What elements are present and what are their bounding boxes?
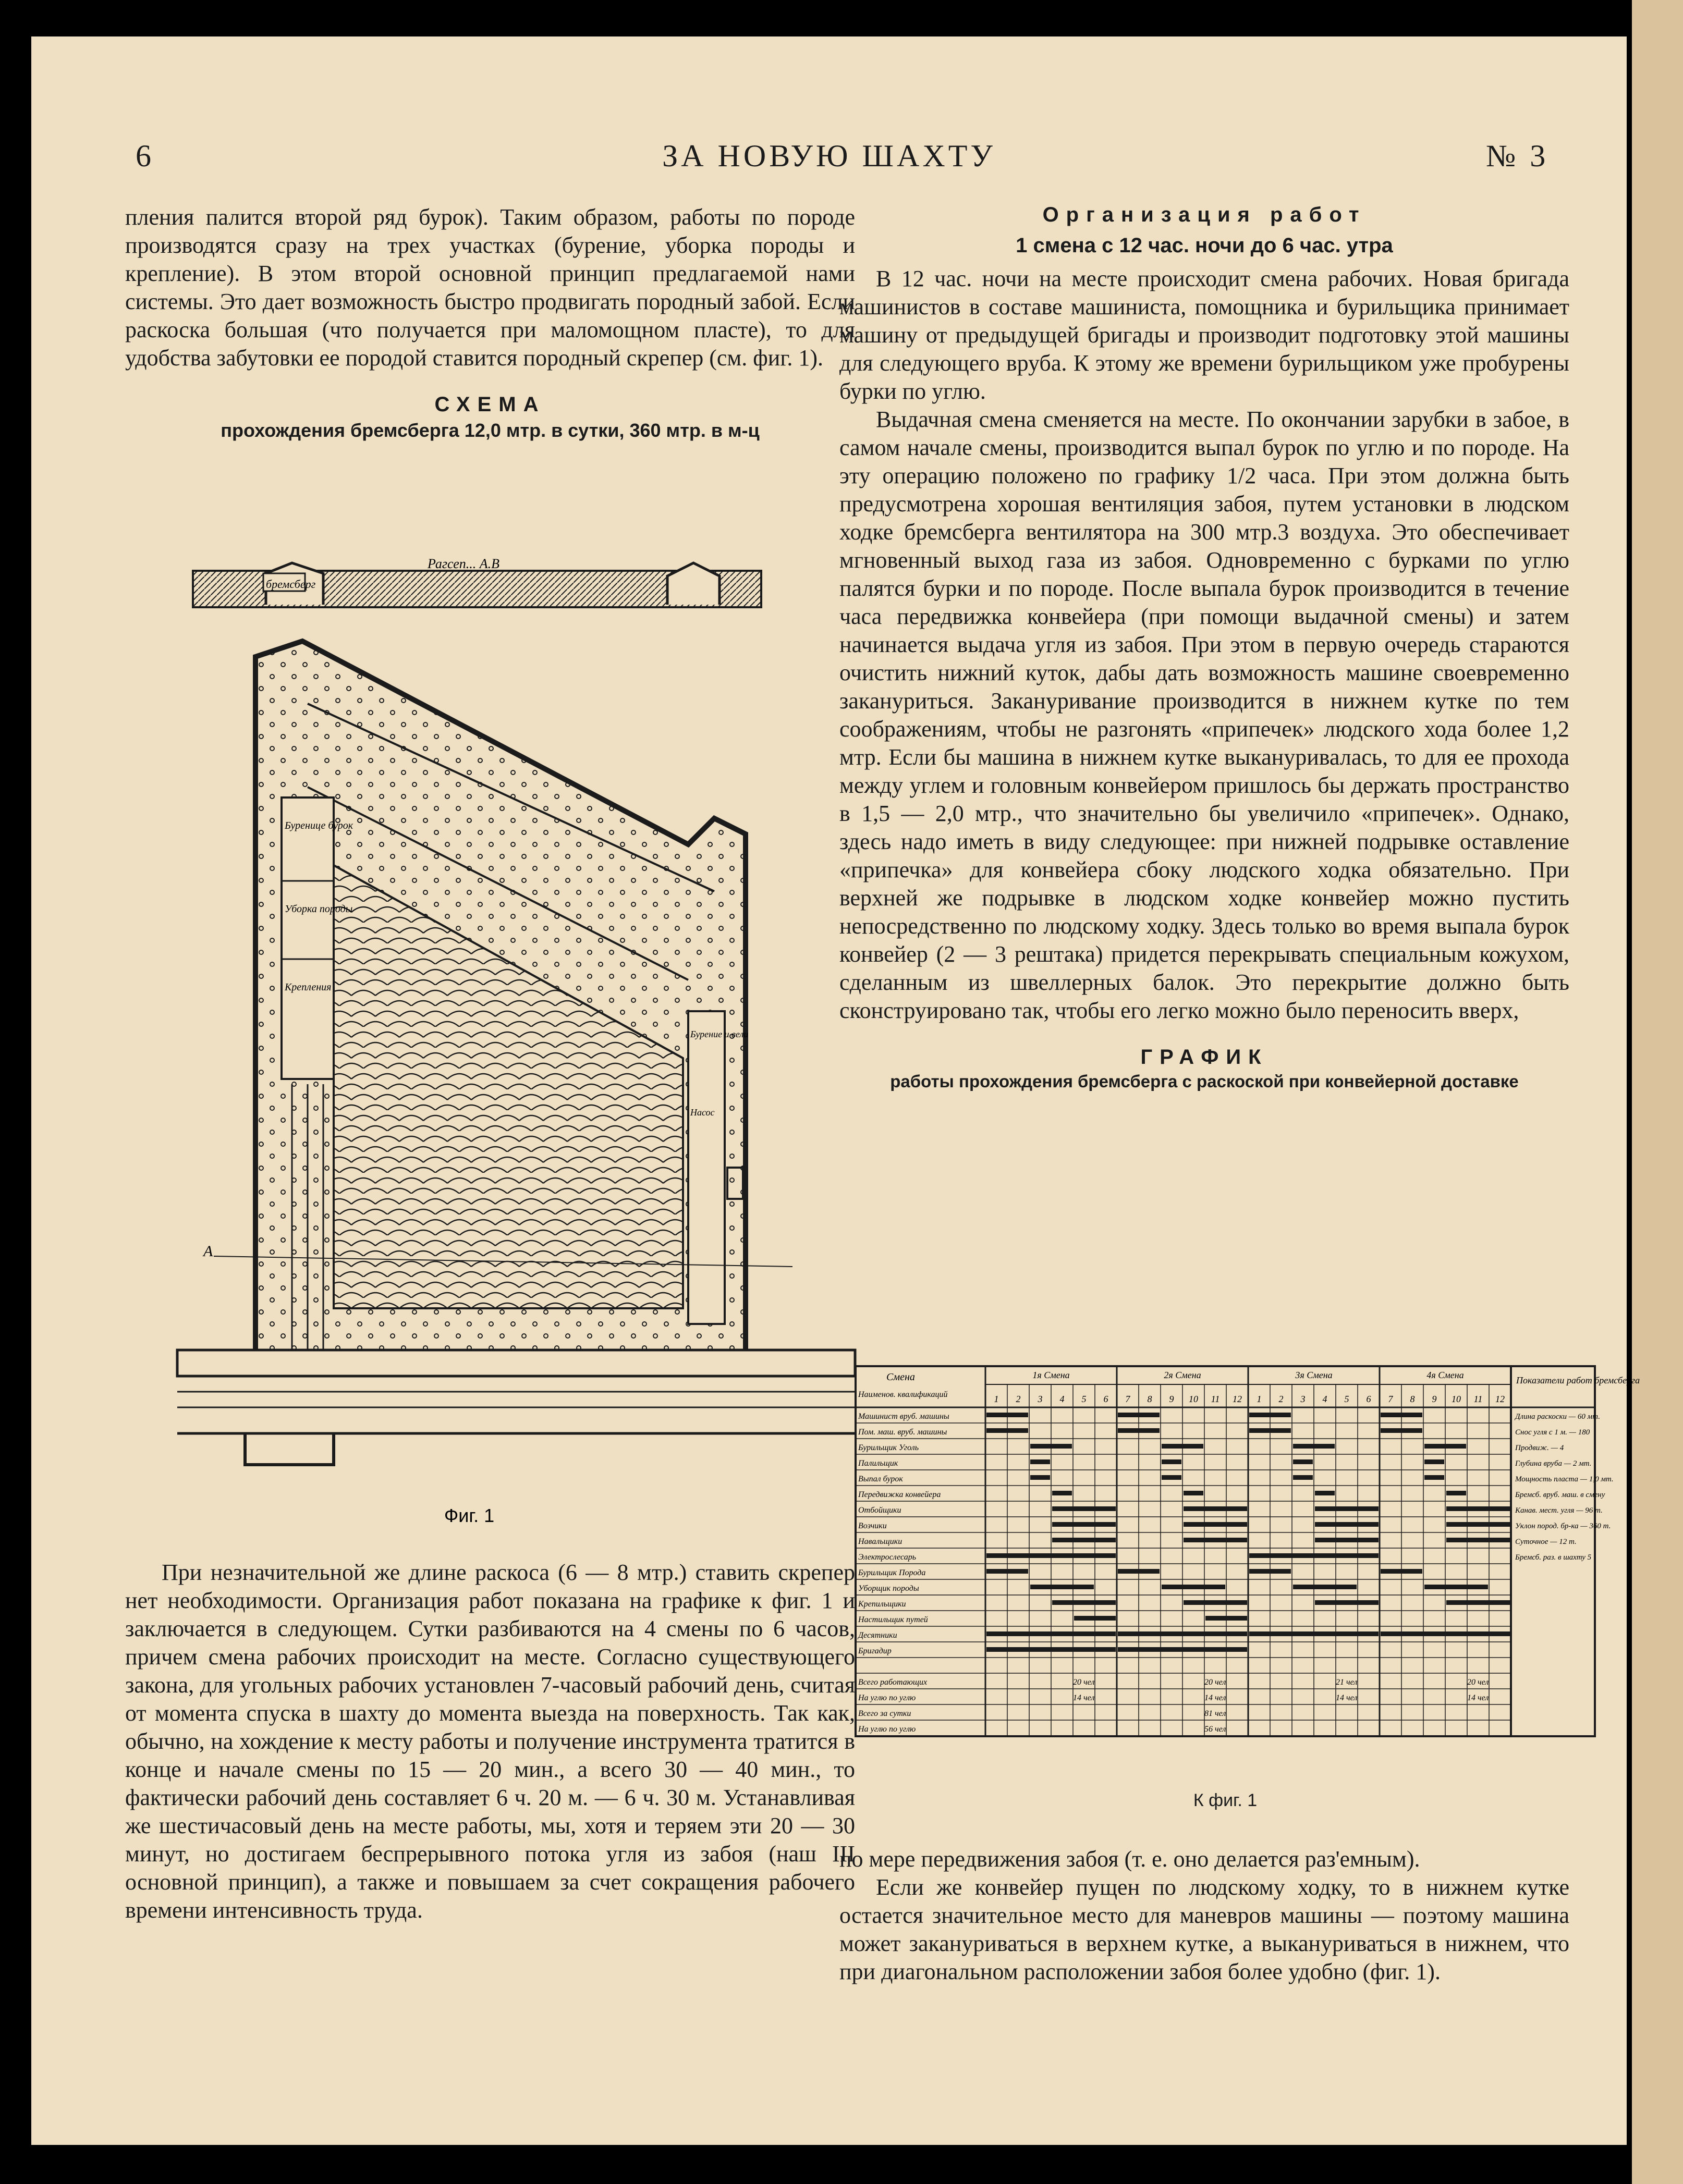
row-label: Навальщики (858, 1537, 903, 1546)
hour-label: 7 (1125, 1394, 1130, 1404)
figure-1-caption: Фиг. 1 (444, 1505, 495, 1526)
schedule-bar (986, 1631, 1116, 1636)
row-label: Бурильщик Порода (858, 1568, 926, 1577)
left-body-paragraph: При незначительной же длине раскоса (6 — 8 мтр.) ставить скрепер нет необходимости. Организация работ показана на графике к фиг. 1 и заключается в следующем. Сутки разбиваются на 4 смены по 6 часов, причем смена рабочих происходит на месте. Согласно существующего закона, для угольных рабочих установлен 7-часовый рабочий день, считая от момента спуска в шахту до момента выезда на поверхность. Так как, обычно, на хождение к месту работы и получение инструмента тратится в конце и начале смены по 15 — 20 мин., а всего 30 — 40 мин., то фактически рабочий день составляет 6 ч. 20 м. — 6 ч. 30 м. Устанавливая же шестичасовый день на месте работы, мы, хотя и теряем эти 20 — 30 минут, но достигаем беспрерывного потока угля из забоя (наш III основной принцип), а также и повышаем за счет сокращения рабочего времени интенсивность труда. (125, 1560, 855, 1923)
row-label: Всего за сутки (858, 1709, 911, 1718)
row-label: Настильщик путей (858, 1615, 928, 1624)
right-label-2: Насос (690, 1107, 715, 1118)
row-label: Крепильщики (858, 1600, 906, 1609)
schedule-bar (1381, 1413, 1422, 1417)
schedule-bar (1424, 1475, 1444, 1480)
row-label: Выпал бурок (858, 1475, 903, 1483)
row-label: На углю по углю (858, 1725, 916, 1734)
right-label-1: Бурение и вели (690, 1029, 749, 1039)
hour-label: 2 (1016, 1394, 1021, 1404)
shift-label: 4я Смена (1426, 1370, 1464, 1380)
page-edge (1632, 0, 1683, 2184)
graph-caption: К фиг. 1 (1193, 1790, 1258, 1810)
schedule-bar (1184, 1538, 1247, 1542)
schedule-bar (1293, 1585, 1357, 1589)
schedule-bar (1381, 1428, 1422, 1433)
row-label: Десятники (858, 1631, 897, 1640)
schedule-bar (1446, 1600, 1510, 1605)
schedule-bar (1249, 1413, 1291, 1417)
schedule-bar (1424, 1444, 1466, 1449)
hour-label: 9 (1432, 1394, 1437, 1404)
total-mark: 20 чел (1073, 1678, 1095, 1687)
schedule-bar (1315, 1600, 1379, 1605)
hour-label: 6 (1103, 1394, 1108, 1404)
right-paragraph-3: по мере передвижения забоя (т. е. оно делается раз'емным). (839, 1846, 1420, 1872)
schedule-bar (1424, 1459, 1444, 1464)
total-mark: 14 чел (1467, 1694, 1489, 1702)
schedule-bar (1118, 1413, 1160, 1417)
total-mark: 81 чел (1204, 1709, 1226, 1718)
schedule-bar (986, 1413, 1028, 1417)
right-paragraph-2: Выдачная смена сменяется на месте. По окончании зарубки в забое, в самом начале смены, производится выпал бурок по углю и по породе. На эту операцию положено по графику 1/2 часа. При этом должна быть предусмотрена хорошая вентиляция забоя, путем установки в людском ходке бремсберга вентилятора на 300 мтр.3 воздуха. Это обеспечивает мгновенный выход газа из забоя. Одновременно с бурками по углю палятся бурки и по породе. После выпала бурок производится в течение часа передвижка конвейера (при помощи выдачной смены) и затем начинается выдача угля из забоя. При этом в первую очередь стараются очистить нижний куток, дабы дать возможность машине своевременно закануриться. Закануривание производится в нижнем кутке по тем соображениям, чтобы не разгонять «припечек» людского хода более 1,2 мтр. Если бы машина в нижнем кутке выкануривалась, то для ее прохода между углем и головным конвейером пришлось бы держать пространство в 1,5 — 2,0 мтр., что значительно бы увеличило «припечек». Однако, здесь надо иметь в виду следующее: при нижней подрывке оставление «припечка» для конвейера сбоку людского ходка обязательно. При верхней же подрывке в людском ходке конвейер можно пустить непосредственно по людскому ходку. Здесь только во время выпала бурок конвейер (2 — 3 рештака) придется перекрывать специальным кожухом, сделанным из швеллерных балок. Это перекрытие должно быть сконструировано так, чтобы его легко можно было переносить вверх, (839, 407, 1569, 1023)
right-paragraph-4: Если же конвейер пущен по людскому ходку, то в нижнем кутке остается значительное место для маневров машины — поэтому машина может закануриваться в верхнем кутке, а выкануриваться в нижнем, что при диагональном расположении забоя более удобно (фиг. 1). (839, 1874, 1569, 1984)
total-mark: 20 чел (1467, 1678, 1489, 1687)
schedule-bar (1249, 1631, 1379, 1636)
schedule-bar (1249, 1428, 1291, 1433)
hour-label: 5 (1344, 1394, 1349, 1404)
row-label: Возчики (858, 1522, 887, 1530)
row-label: Пом. маш. вруб. машины (858, 1428, 947, 1437)
schedule-bar (986, 1553, 1116, 1558)
schedule-bar (1446, 1522, 1510, 1527)
zone-label-support: Крепления (285, 981, 332, 993)
schedule-bar (1381, 1569, 1422, 1574)
schedule-bar (1315, 1522, 1379, 1527)
schedule-svg (855, 1366, 1640, 1777)
hour-label: 3 (1300, 1394, 1306, 1404)
schedule-bar (1030, 1444, 1072, 1449)
zone-label-removal: Уборка породы (285, 903, 353, 915)
issue-number: № 3 (1486, 139, 1549, 173)
indicator-note: Мощность пласта — 1,0 мт. (1515, 1475, 1614, 1483)
schedule-bar (1424, 1585, 1488, 1589)
strip-label: Рагсеп... А.В (428, 556, 500, 571)
left-column (125, 203, 855, 441)
schedule-bar (1162, 1475, 1181, 1480)
left-body (125, 1559, 855, 1924)
indicator-note: Суточное — 12 т. (1515, 1538, 1577, 1546)
row-label: Палильщик (858, 1459, 898, 1468)
schedule-bar (1118, 1428, 1160, 1433)
header-smena: Смена (886, 1371, 915, 1383)
schedule-bar (1184, 1491, 1203, 1495)
section-marker-a: А (203, 1243, 213, 1260)
indicator-note: Снос угля с 1 м. — 180 (1515, 1428, 1590, 1437)
total-mark: 20 чел (1204, 1678, 1226, 1687)
schedule-bar (1030, 1585, 1094, 1589)
schedule-bar (1184, 1600, 1247, 1605)
indicator-note: Глубина вруба — 2 мт. (1515, 1459, 1592, 1468)
schedule-bar (986, 1569, 1028, 1574)
schedule-bar (1052, 1538, 1116, 1542)
schedule-bar (986, 1647, 1116, 1652)
schedule-bar (1074, 1616, 1116, 1621)
graph-subtitle: работы прохождения бремсберга с раскоской при конвейерной доставке (890, 1072, 1519, 1091)
zone-label-drilling: Буренице бурок (285, 820, 353, 831)
row-label: Всего работающих (858, 1678, 928, 1687)
hour-label: 1 (994, 1394, 999, 1404)
page-number: 6 (136, 139, 154, 173)
schedule-bar (1446, 1538, 1510, 1542)
schedule-bar (1446, 1491, 1466, 1495)
schedule-bar (1162, 1459, 1181, 1464)
hour-label: 4 (1322, 1394, 1327, 1404)
hour-label: 8 (1147, 1394, 1152, 1404)
schedule-bar (1030, 1459, 1050, 1464)
hour-label: 6 (1366, 1394, 1371, 1404)
hour-label: 10 (1452, 1394, 1461, 1404)
schedule-bar (1118, 1569, 1160, 1574)
hour-label: 11 (1473, 1394, 1483, 1404)
hour-label: 11 (1211, 1394, 1220, 1404)
hour-label: 8 (1410, 1394, 1415, 1404)
schedule-bar (1184, 1506, 1247, 1511)
schedule-bar (1162, 1585, 1225, 1589)
schema-subtitle: прохождения бремсберга 12,0 мтр. в сутки, 360 мтр. в м-ц (221, 420, 760, 441)
schedule-bar (1293, 1444, 1335, 1449)
schedule-bar (1052, 1506, 1116, 1511)
hour-label: 1 (1257, 1394, 1262, 1404)
schedule-bar (1315, 1506, 1379, 1511)
total-mark: 14 чел (1204, 1694, 1226, 1702)
schedule-bar (1249, 1553, 1379, 1558)
total-mark: 14 чел (1336, 1694, 1358, 1702)
hour-label: 4 (1059, 1394, 1065, 1404)
row-label: Передвижка конвейера (858, 1490, 941, 1499)
schedule-bar (1315, 1491, 1335, 1495)
bottom-roadway (177, 1350, 855, 1376)
indicator-note: Канав. мест. угля — 96 т. (1515, 1506, 1603, 1515)
schedule-bar (1184, 1522, 1247, 1527)
total-mark: 14 чел (1073, 1694, 1095, 1702)
right-paragraph-1: В 12 час. ночи на месте происходит смена рабочих. Новая бригада машинистов в составе машиниста, помощника и бурильщика принимает машину от предыдущей бригады и производит подготовку этой машины для следующего вруба. К этому же времени бурильщиком уже пробурены бурки по углю. (839, 266, 1569, 404)
left-intro-paragraph: пления палится второй ряд бурок). Таким образом, работы по породе производятся сразу на трех участках (бурение, уборка породы и крепление). В этом второй основной принцип предлагаемой нами системы. Это дает возможность быстро продвигать породный забой. Если раскоска большая (что получается при маломощном пласте), то для удобства забутовки ее породой ставится породный скрепер (см. фиг. 1). (125, 204, 855, 371)
indicator-note: Уклон пород. бр-ка — 360 т. (1515, 1522, 1611, 1530)
section-subtitle: 1 смена с 12 час. ночи до 6 час. утра (1016, 234, 1393, 257)
left-work-zones (282, 797, 334, 1079)
indicator-note: Бремсб. вруб. маш. в смену (1515, 1491, 1605, 1499)
row-label: На углю по углю (858, 1694, 916, 1702)
schedule-bar (1293, 1475, 1313, 1480)
row-label: Машинист вруб. машины (858, 1412, 949, 1421)
schedule-bar (1249, 1569, 1291, 1574)
schedule-bar (986, 1428, 1028, 1433)
schedule-bar (1315, 1538, 1379, 1542)
page (31, 36, 1640, 2145)
indicator-note: Продвиж. — 4 (1515, 1444, 1564, 1452)
schedule-bar (1052, 1491, 1072, 1495)
total-mark: 21 чел (1336, 1678, 1358, 1687)
schedule-bar (1052, 1600, 1116, 1605)
header-naim: Наименов. квалификаций (858, 1390, 948, 1399)
hour-label: 12 (1233, 1394, 1242, 1404)
hour-label: 7 (1388, 1394, 1393, 1404)
schedule-bar (1446, 1506, 1510, 1511)
right-bottom (839, 1845, 1569, 1986)
row-label: Уборщик породы (858, 1584, 919, 1593)
graph-title: ГРАФИК (1140, 1046, 1269, 1069)
shift-label: 1я Смена (1032, 1370, 1070, 1380)
schedule-bar (1052, 1522, 1116, 1527)
hour-label: 12 (1495, 1394, 1505, 1404)
header-indicators: Показатели работ бремсберга (1516, 1375, 1640, 1385)
hour-label: 9 (1169, 1394, 1174, 1404)
hour-label: 2 (1278, 1394, 1284, 1404)
shift-label: 2я Смена (1164, 1370, 1201, 1380)
schedule-bar (1293, 1459, 1313, 1464)
total-mark: 56 чел (1204, 1725, 1226, 1734)
schedule-bar (1205, 1616, 1247, 1621)
shift-label: 3я Смена (1295, 1370, 1333, 1380)
row-label: Отбойщики (858, 1506, 901, 1515)
strip-block-label: бремсберг (266, 578, 316, 591)
right-conveyor (688, 1011, 725, 1324)
row-label: Бригадир (858, 1647, 892, 1655)
schedule-bar (1381, 1631, 1510, 1636)
hour-label: 10 (1189, 1394, 1198, 1404)
row-label: Электрослесарь (858, 1553, 917, 1562)
indicator-note: Длина раскоски — 60 мт. (1515, 1413, 1600, 1421)
row-label: Бурильщик Уголь (858, 1443, 919, 1452)
hour-label: 3 (1038, 1394, 1043, 1404)
journal-title: ЗА НОВУЮ ШАХТУ (662, 139, 996, 173)
schedule-bar (1030, 1475, 1050, 1480)
figure-1-drawing (136, 526, 855, 1532)
indicator-note: Бремсб. раз. в шахту 5 (1515, 1553, 1592, 1562)
schedule-bar (1118, 1647, 1247, 1652)
hour-label: 5 (1081, 1394, 1087, 1404)
right-column (839, 203, 1569, 1092)
schedule-bar (1162, 1444, 1203, 1449)
schema-title: СХЕМА (434, 393, 546, 416)
schedule-bar (1118, 1631, 1247, 1636)
work-schedule-chart (855, 1366, 1640, 1811)
section-title: Организация работ (1042, 203, 1367, 226)
